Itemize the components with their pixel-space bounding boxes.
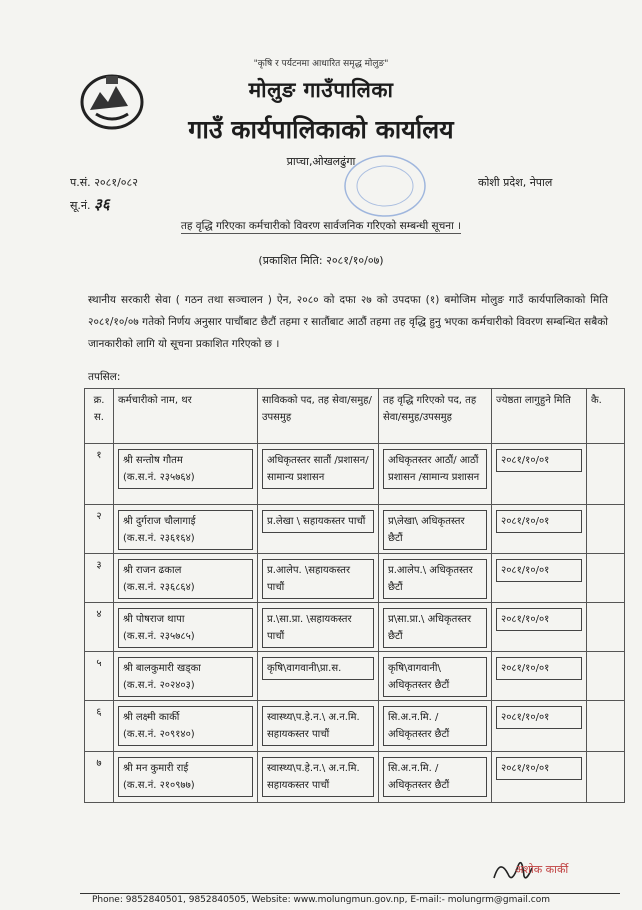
chalani-value: ३६	[94, 195, 110, 213]
row-old-post: अधिकृतस्तर सातौं /प्रशासन/सामान्य प्रशासन	[258, 444, 379, 505]
row-new-post: प्र\सा.प्रा.\ अधिकृतस्तर छैटौं	[379, 603, 492, 652]
header-date: ज्येष्ठता लागुहुने मिति	[492, 389, 587, 444]
row-remarks	[587, 444, 625, 505]
row-remarks	[587, 554, 625, 603]
table-row	[85, 444, 625, 505]
row-old-post: प्र.लेखा \ सहायकस्तर पाचौं	[258, 505, 379, 554]
row-old-post: स्वास्थ्य\प.हे.न.\ अ.न.मि. सहायकस्तर पाचौं	[258, 752, 379, 803]
row-new-post: सि.अ.न.मि. / अधिकृतस्तर छैटौं	[379, 701, 492, 752]
row-name-cell	[114, 752, 258, 803]
office-name: गाउँ कार्यपालिकाको कार्यालय	[188, 115, 454, 144]
footer-contact: Phone: 9852840501, 9852840505, Website: www.molungmun.gov.np, E-mail:- molungrm@gmail.com	[91, 895, 551, 905]
table-row	[85, 752, 625, 803]
row-sn: ४	[85, 603, 114, 652]
row-name-cell	[114, 603, 258, 652]
row-name: श्री बालकुमारी खड्का	[123, 663, 201, 674]
header-name: कर्मचारीको नाम, थर	[114, 389, 258, 444]
header-remarks: कै.	[587, 389, 625, 444]
row-name: श्री राजन ढकाल	[123, 565, 182, 576]
motto: "कृषि र पर्यटनमा आधारित समृद्ध मोलुङ"	[253, 59, 389, 69]
row-new-post: कृषि\वागवानी\ अधिकृतस्तर छैटौं	[379, 652, 492, 701]
signatory-name: अशोक कार्की	[515, 863, 569, 876]
office-address: प्राप्चा,ओखलढुंगा	[286, 155, 356, 168]
reference-value: २०८१/०८२	[94, 176, 138, 189]
row-date: २०८१/१०/०१	[492, 505, 587, 554]
row-name: श्री दुर्गराज चौलागाई	[123, 516, 196, 527]
row-name-cell	[114, 701, 258, 752]
row-new-post: अधिकृतस्तर आठौं/ आठौं प्रशासन /सामान्य प्रशासन	[379, 444, 492, 505]
row-remarks	[587, 505, 625, 554]
table-row	[85, 603, 625, 652]
office-stamp-icon	[338, 150, 432, 222]
row-date: २०८१/१०/०१	[492, 444, 587, 505]
row-code: (क.स.नं. २३६८६४)	[123, 582, 195, 593]
row-sn: १	[85, 444, 114, 505]
table-row	[85, 652, 625, 701]
row-old-post: प्र.\सा.प्रा. \सहायकस्तर पाचौं	[258, 603, 379, 652]
row-sn: ५	[85, 652, 114, 701]
table-row	[85, 505, 625, 554]
row-name-cell	[114, 554, 258, 603]
chalani-label: सू.नं.	[70, 199, 91, 212]
row-date: २०८१/१०/०१	[492, 603, 587, 652]
notice-body: स्थानीय सरकारी सेवा ( गठन तथा सञ्चालन ) ऐन, २०८० को दफा २७ को उपदफा (१) बमोजिम मोलुङ गाउँ कार्यपालिकाको मिति २०८१/१०/०७ गतेको निर्णय अनुसार पाचौंबाट छैटौं तहमा र सातौंबाट आठौं तहमा तह वृद्धि हुनु भएका कर्मचारीको विवरण सम्बन्धित सबैको जानकारीको लागि यो सूचना प्रकाशित गरिएको छ ।	[88, 294, 608, 350]
row-date: २०८१/१०/०१	[492, 554, 587, 603]
header-old-post: साविकको पद, तह सेवा/समुह/उपसमुह	[258, 389, 379, 444]
row-sn: ६	[85, 701, 114, 752]
municipality-name: मोलुङ गाउँपालिका	[248, 78, 394, 102]
reference-number	[70, 175, 138, 190]
staff-table	[84, 388, 625, 803]
row-new-post: सि.अ.न.मि. / अधिकृतस्तर छैटौं	[379, 752, 492, 803]
row-remarks	[587, 752, 625, 803]
row-name: श्री लक्ष्मी कार्की	[123, 712, 180, 723]
row-date: २०८१/१०/०१	[492, 752, 587, 803]
row-date: २०८१/१०/०१	[492, 701, 587, 752]
row-code: (क.स.नं. २३५७८५)	[123, 631, 195, 642]
row-sn: २	[85, 505, 114, 554]
tapsil-label: तपसिल:	[88, 371, 121, 383]
row-code: (क.स.नं. २३५७६४)	[123, 472, 195, 483]
published-date: (प्रकाशित मिति: २०८१/१०/०७)	[258, 254, 384, 267]
row-date: २०८१/१०/०१	[492, 652, 587, 701]
row-remarks	[587, 603, 625, 652]
row-code: (क.स.नं. २१०९७७)	[123, 780, 195, 791]
row-name: श्री पोषराज थापा	[123, 614, 185, 625]
chalani-number	[70, 194, 110, 214]
header-new-post: तह वृद्धि गरिएको पद, तह सेवा/समुह/उपसमुह	[379, 389, 492, 444]
row-remarks	[587, 701, 625, 752]
row-code: (क.स.नं. २०२४०३)	[123, 680, 195, 691]
row-name-cell	[114, 652, 258, 701]
row-code: (क.स.नं. २०९१४०)	[123, 729, 195, 740]
row-old-post: स्वास्थ्य\प.हे.न.\ अ.न.मि. सहायकस्तर पाचौं	[258, 701, 379, 752]
footer-divider	[80, 893, 620, 894]
row-remarks	[587, 652, 625, 701]
row-old-post: प्र.आलेप. \सहायकस्तर पाचौं	[258, 554, 379, 603]
row-name: श्री सन्तोष गौतम	[123, 455, 183, 466]
province: कोशी प्रदेश, नेपाल	[478, 176, 553, 189]
row-sn: ७	[85, 752, 114, 803]
row-name: श्री मन कुमारी राई	[123, 763, 189, 774]
table-header-row	[85, 389, 625, 444]
row-new-post: प्र\लेखा\ अधिकृतस्तर छैटौं	[379, 505, 492, 554]
header-sn: क्र. स.	[85, 389, 114, 444]
row-code: (क.स.नं. २३६१६४)	[123, 533, 195, 544]
table-row	[85, 701, 625, 752]
row-name-cell	[114, 505, 258, 554]
row-sn: ३	[85, 554, 114, 603]
notice-subject: तह वृद्धि गरिएका कर्मचारीको विवरण सार्वजनिक गरिएको सम्बन्धी सूचना ।	[180, 220, 462, 232]
table-row	[85, 554, 625, 603]
row-old-post: कृषि\वागवानी\प्रा.स.	[258, 652, 379, 701]
row-new-post: प्र.आलेप.\ अधिकृतस्तर छैटौं	[379, 554, 492, 603]
reference-label: प.सं.	[70, 176, 91, 189]
row-name-cell	[114, 444, 258, 505]
